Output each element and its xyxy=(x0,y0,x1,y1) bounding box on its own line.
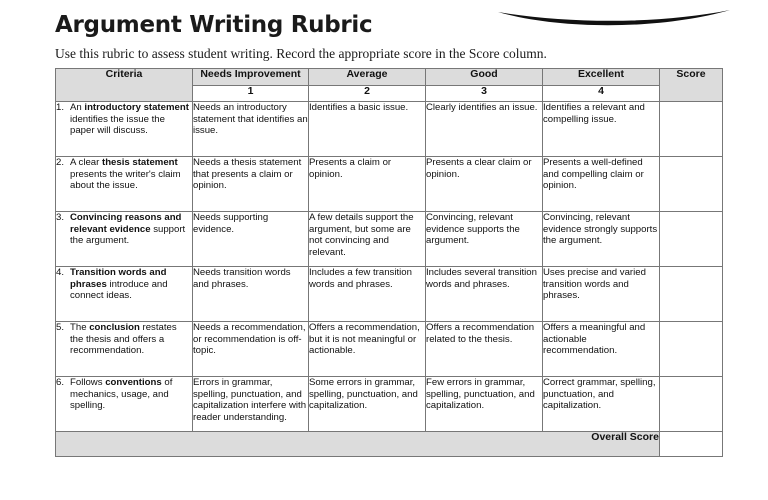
score-cell[interactable] xyxy=(660,267,723,322)
table-row xyxy=(56,157,723,212)
criterion-keyword: Transition words and phrases xyxy=(70,267,167,290)
table-row xyxy=(56,322,723,377)
needs-improvement-cell: Needs a recommendation, or recommendation is off-topic. xyxy=(193,322,309,377)
criterion-cell xyxy=(56,267,193,322)
criterion-keyword: thesis statement xyxy=(102,157,178,168)
excellent-cell: Uses precise and varied transition words and phrases. xyxy=(543,267,660,322)
score-cell[interactable] xyxy=(660,212,723,267)
header-criteria: Criteria xyxy=(56,69,193,102)
needs-improvement-cell: Errors in grammar, spelling, punctuation, and capitalization interfere with reader understanding. xyxy=(193,377,309,432)
average-cell: Offers a recommendation, but it is not meaningful or actionable. xyxy=(309,322,426,377)
score-cell[interactable] xyxy=(660,157,723,212)
criterion-cell xyxy=(56,102,193,157)
header-score: Score xyxy=(660,69,723,102)
criterion-number: 5. xyxy=(56,322,65,333)
header-average: Average xyxy=(309,69,426,86)
score-cell[interactable] xyxy=(660,102,723,157)
score-cell[interactable] xyxy=(660,377,723,432)
page-subtitle: Use this rubric to assess student writing. Record the appropriate score in the Score column. xyxy=(55,46,547,61)
score-value-3: 3 xyxy=(426,86,543,102)
excellent-cell: Convincing, relevant evidence strongly supports the argument. xyxy=(543,212,660,267)
good-cell: Includes several transition words and phrases. xyxy=(426,267,543,322)
criterion-cell xyxy=(56,212,193,267)
decorative-swoosh-graphic xyxy=(490,0,740,40)
header-excellent: Excellent xyxy=(543,69,660,86)
criterion-keyword: Convincing reasons and relevant evidence xyxy=(70,212,182,235)
table-row xyxy=(56,377,723,432)
good-cell: Presents a clear claim or opinion. xyxy=(426,157,543,212)
criterion-keyword: conventions xyxy=(105,377,162,388)
criterion-number: 4. xyxy=(56,267,65,278)
criterion-text: Follows xyxy=(70,377,106,388)
score-value-4: 4 xyxy=(543,86,660,102)
needs-improvement-cell: Needs an introductory statement that identifies an issue. xyxy=(193,102,309,157)
overall-score-row xyxy=(56,432,723,457)
excellent-cell: Offers a meaningful and actionable recommendation. xyxy=(543,322,660,377)
criterion-text: support the argument. xyxy=(70,223,186,246)
good-cell: Clearly identifies an issue. xyxy=(426,102,543,157)
table-row xyxy=(56,212,723,267)
good-cell: Offers a recommendation related to the thesis. xyxy=(426,322,543,377)
score-value-1: 1 xyxy=(193,86,309,102)
criterion-text: A clear xyxy=(70,157,102,168)
average-cell: Includes a few transition words and phrases. xyxy=(309,267,426,322)
criterion-keyword: introductory statement xyxy=(84,102,189,113)
criterion-keyword: conclusion xyxy=(89,322,140,333)
criterion-cell xyxy=(56,157,193,212)
needs-improvement-cell: Needs a thesis statement that presents a claim or opinion. xyxy=(193,157,309,212)
needs-improvement-cell: Needs supporting evidence. xyxy=(193,212,309,267)
criterion-text: introduce and connect ideas. xyxy=(70,278,168,301)
needs-improvement-cell: Needs transition words and phrases. xyxy=(193,267,309,322)
excellent-cell: Presents a well-defined and compelling claim or opinion. xyxy=(543,157,660,212)
average-cell: Identifies a basic issue. xyxy=(309,102,426,157)
criterion-text: The xyxy=(70,322,90,333)
criterion-text: identifies the issue the paper will discuss. xyxy=(70,113,165,136)
header-good: Good xyxy=(426,69,543,86)
average-cell: A few details support the argument, but some are not convincing and relevant. xyxy=(309,212,426,267)
rubric-table xyxy=(55,68,723,457)
table-row xyxy=(56,267,723,322)
criterion-text: presents the writer's claim about the issue. xyxy=(70,168,181,191)
criterion-number: 6. xyxy=(56,377,65,388)
average-cell: Presents a claim or opinion. xyxy=(309,157,426,212)
criterion-text: restates the thesis and offers a recommendation. xyxy=(70,322,177,356)
criterion-cell xyxy=(56,377,193,432)
score-cell[interactable] xyxy=(660,322,723,377)
criterion-text: An xyxy=(70,102,85,113)
overall-score-label: Overall Score xyxy=(56,432,660,457)
header-needs-improvement: Needs Improvement xyxy=(193,69,309,86)
table-row xyxy=(56,102,723,157)
average-cell: Some errors in grammar, spelling, punctuation, and capitalization. xyxy=(309,377,426,432)
criterion-cell xyxy=(56,322,193,377)
criterion-text: of mechanics, usage, and spelling. xyxy=(70,377,173,411)
criterion-number: 3. xyxy=(56,212,65,223)
overall-score-cell[interactable] xyxy=(660,432,723,457)
criterion-number: 2. xyxy=(56,157,65,168)
good-cell: Few errors in grammar, spelling, punctuation, and capitalization. xyxy=(426,377,543,432)
score-value-2: 2 xyxy=(309,86,426,102)
page-title: Argument Writing Rubric xyxy=(55,12,373,38)
excellent-cell: Identifies a relevant and compelling issue. xyxy=(543,102,660,157)
criterion-number: 1. xyxy=(56,102,65,113)
excellent-cell: Correct grammar, spelling, punctuation, and capitalization. xyxy=(543,377,660,432)
good-cell: Convincing, relevant evidence supports the argument. xyxy=(426,212,543,267)
